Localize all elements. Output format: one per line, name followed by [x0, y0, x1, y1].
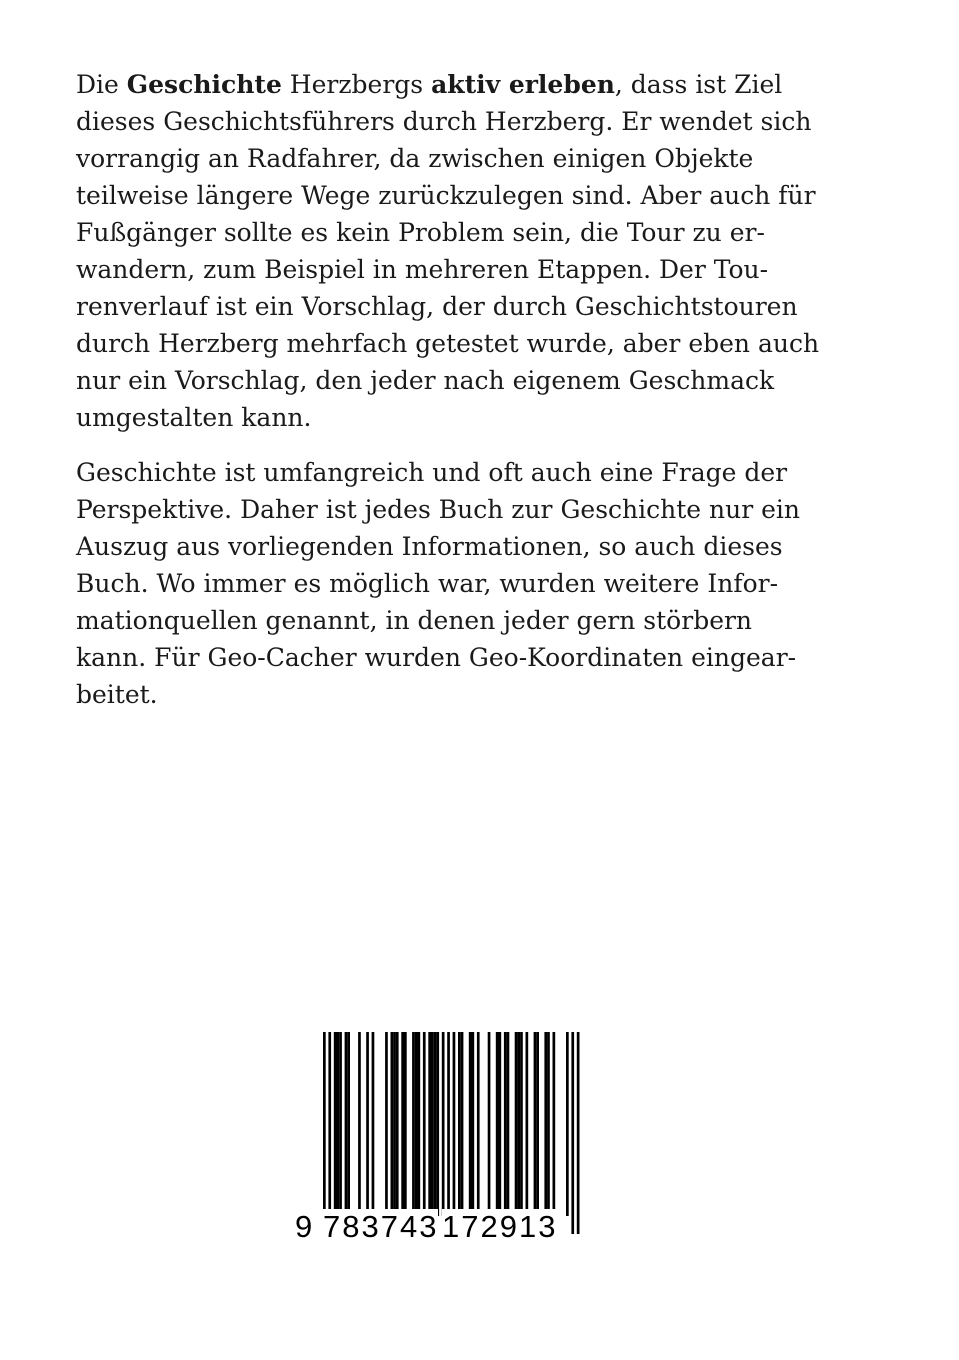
- text-line: wandern, zum Beispiel in mehreren Etappen. Der Tou-: [76, 255, 769, 284]
- barcode-bar: [385, 1032, 388, 1216]
- text-line: vorrangig an Radfahrer, da zwischen einigen Objekte: [76, 144, 754, 173]
- barcode-digits-left: 783743: [323, 1209, 439, 1244]
- barcode-bar: [544, 1032, 547, 1216]
- barcode-bar: [345, 1032, 348, 1216]
- paragraph-intro: [76, 66, 820, 436]
- barcode-bar: [339, 1032, 342, 1216]
- barcode-bar: [504, 1032, 507, 1216]
- barcode-bar: [436, 1032, 439, 1216]
- barcode-bar: [434, 1032, 437, 1216]
- barcode-bar: [391, 1032, 394, 1216]
- barcode-bar: [458, 1032, 461, 1216]
- barcode-bar: [536, 1032, 539, 1216]
- barcode-bar: [418, 1032, 421, 1216]
- text-line: Buch. Wo immer es möglich war, wurden weitere Infor-: [76, 569, 779, 598]
- barcode-guard-bar: [577, 1032, 580, 1234]
- barcode-bar: [547, 1032, 550, 1216]
- barcode-guard-bar: [328, 1032, 331, 1234]
- barcode-bar: [477, 1032, 480, 1216]
- barcode-bar: [461, 1032, 464, 1216]
- barcode-bar: [334, 1032, 337, 1216]
- barcode-bar: [396, 1032, 399, 1216]
- barcode-bar: [366, 1032, 369, 1216]
- barcode-bar: [517, 1032, 520, 1216]
- barcode-bar: [415, 1032, 418, 1216]
- barcode-bar: [534, 1032, 537, 1216]
- barcode-bar: [526, 1032, 529, 1216]
- text-line: Fußgänger sollte es kein Problem sein, die Tour zu er-: [76, 218, 765, 247]
- barcode-guard-bar: [323, 1032, 326, 1234]
- barcode-bar: [499, 1032, 502, 1216]
- barcode-bar: [488, 1032, 491, 1216]
- barcode-bar: [347, 1032, 350, 1216]
- text-line: teilweise längere Wege zurückzulegen sind. Aber auch für: [76, 181, 816, 210]
- barcode-bar: [507, 1032, 510, 1216]
- text-line: renverlauf ist ein Vorschlag, der durch Geschichtstouren: [76, 292, 798, 321]
- barcode-bar: [428, 1032, 431, 1216]
- barcode-bar: [401, 1032, 404, 1216]
- text-line: mationquellen genannt, in denen jeder gern störbern: [76, 606, 753, 635]
- text-line: Perspektive. Daher ist jedes Buch zur Geschichte nur ein: [76, 495, 801, 524]
- text-line: Die Geschichte Herzbergs aktiv erleben, dass ist Ziel: [76, 70, 783, 99]
- barcode-bar: [496, 1032, 499, 1216]
- text-line: beitet.: [76, 680, 158, 709]
- text-line: dieses Geschichtsführers durch Herzberg. Er wendet sich: [76, 107, 812, 136]
- barcode-bar: [520, 1032, 523, 1216]
- paragraph-perspective: [76, 454, 801, 713]
- barcode-bar: [431, 1032, 434, 1216]
- text-line: nur ein Vorschlag, den jeder nach eigenem Geschmack: [76, 366, 775, 395]
- barcode-bar: [553, 1032, 556, 1216]
- barcode-bar: [566, 1032, 569, 1216]
- isbn-barcode: [295, 1028, 580, 1250]
- barcode-bar: [358, 1032, 361, 1216]
- text-line: Auszug aus vorliegenden Informationen, so auch dieses: [76, 532, 783, 561]
- barcode-bar: [442, 1032, 445, 1216]
- barcode-bar: [515, 1032, 518, 1216]
- barcode-guard-bar: [447, 1032, 450, 1234]
- barcode-guard-bar: [571, 1032, 574, 1234]
- bold-aktiv-erleben: aktiv erleben: [431, 70, 615, 99]
- text-line: umgestalten kann.: [76, 403, 312, 432]
- barcode-digit-first: 9: [295, 1209, 315, 1244]
- barcode-bar: [412, 1032, 415, 1216]
- barcode-bar: [393, 1032, 396, 1216]
- barcode-bar: [337, 1032, 340, 1216]
- barcode-bar: [404, 1032, 407, 1216]
- barcode-bar: [372, 1032, 375, 1216]
- text-line: Geschichte ist umfangreich und oft auch eine Frage der: [76, 458, 788, 487]
- bold-geschichte: Geschichte: [126, 70, 282, 99]
- barcode-digits-right: 172913: [442, 1209, 558, 1244]
- text-line: durch Herzberg mehrfach getestet wurde, aber eben auch: [76, 329, 820, 358]
- text-line: kann. Für Geo-Cacher wurden Geo-Koordinaten eingear-: [76, 643, 797, 672]
- barcode-bar: [472, 1032, 475, 1216]
- barcode-bar: [469, 1032, 472, 1216]
- barcode-bar: [423, 1032, 426, 1216]
- barcode-guard-bar: [453, 1032, 456, 1234]
